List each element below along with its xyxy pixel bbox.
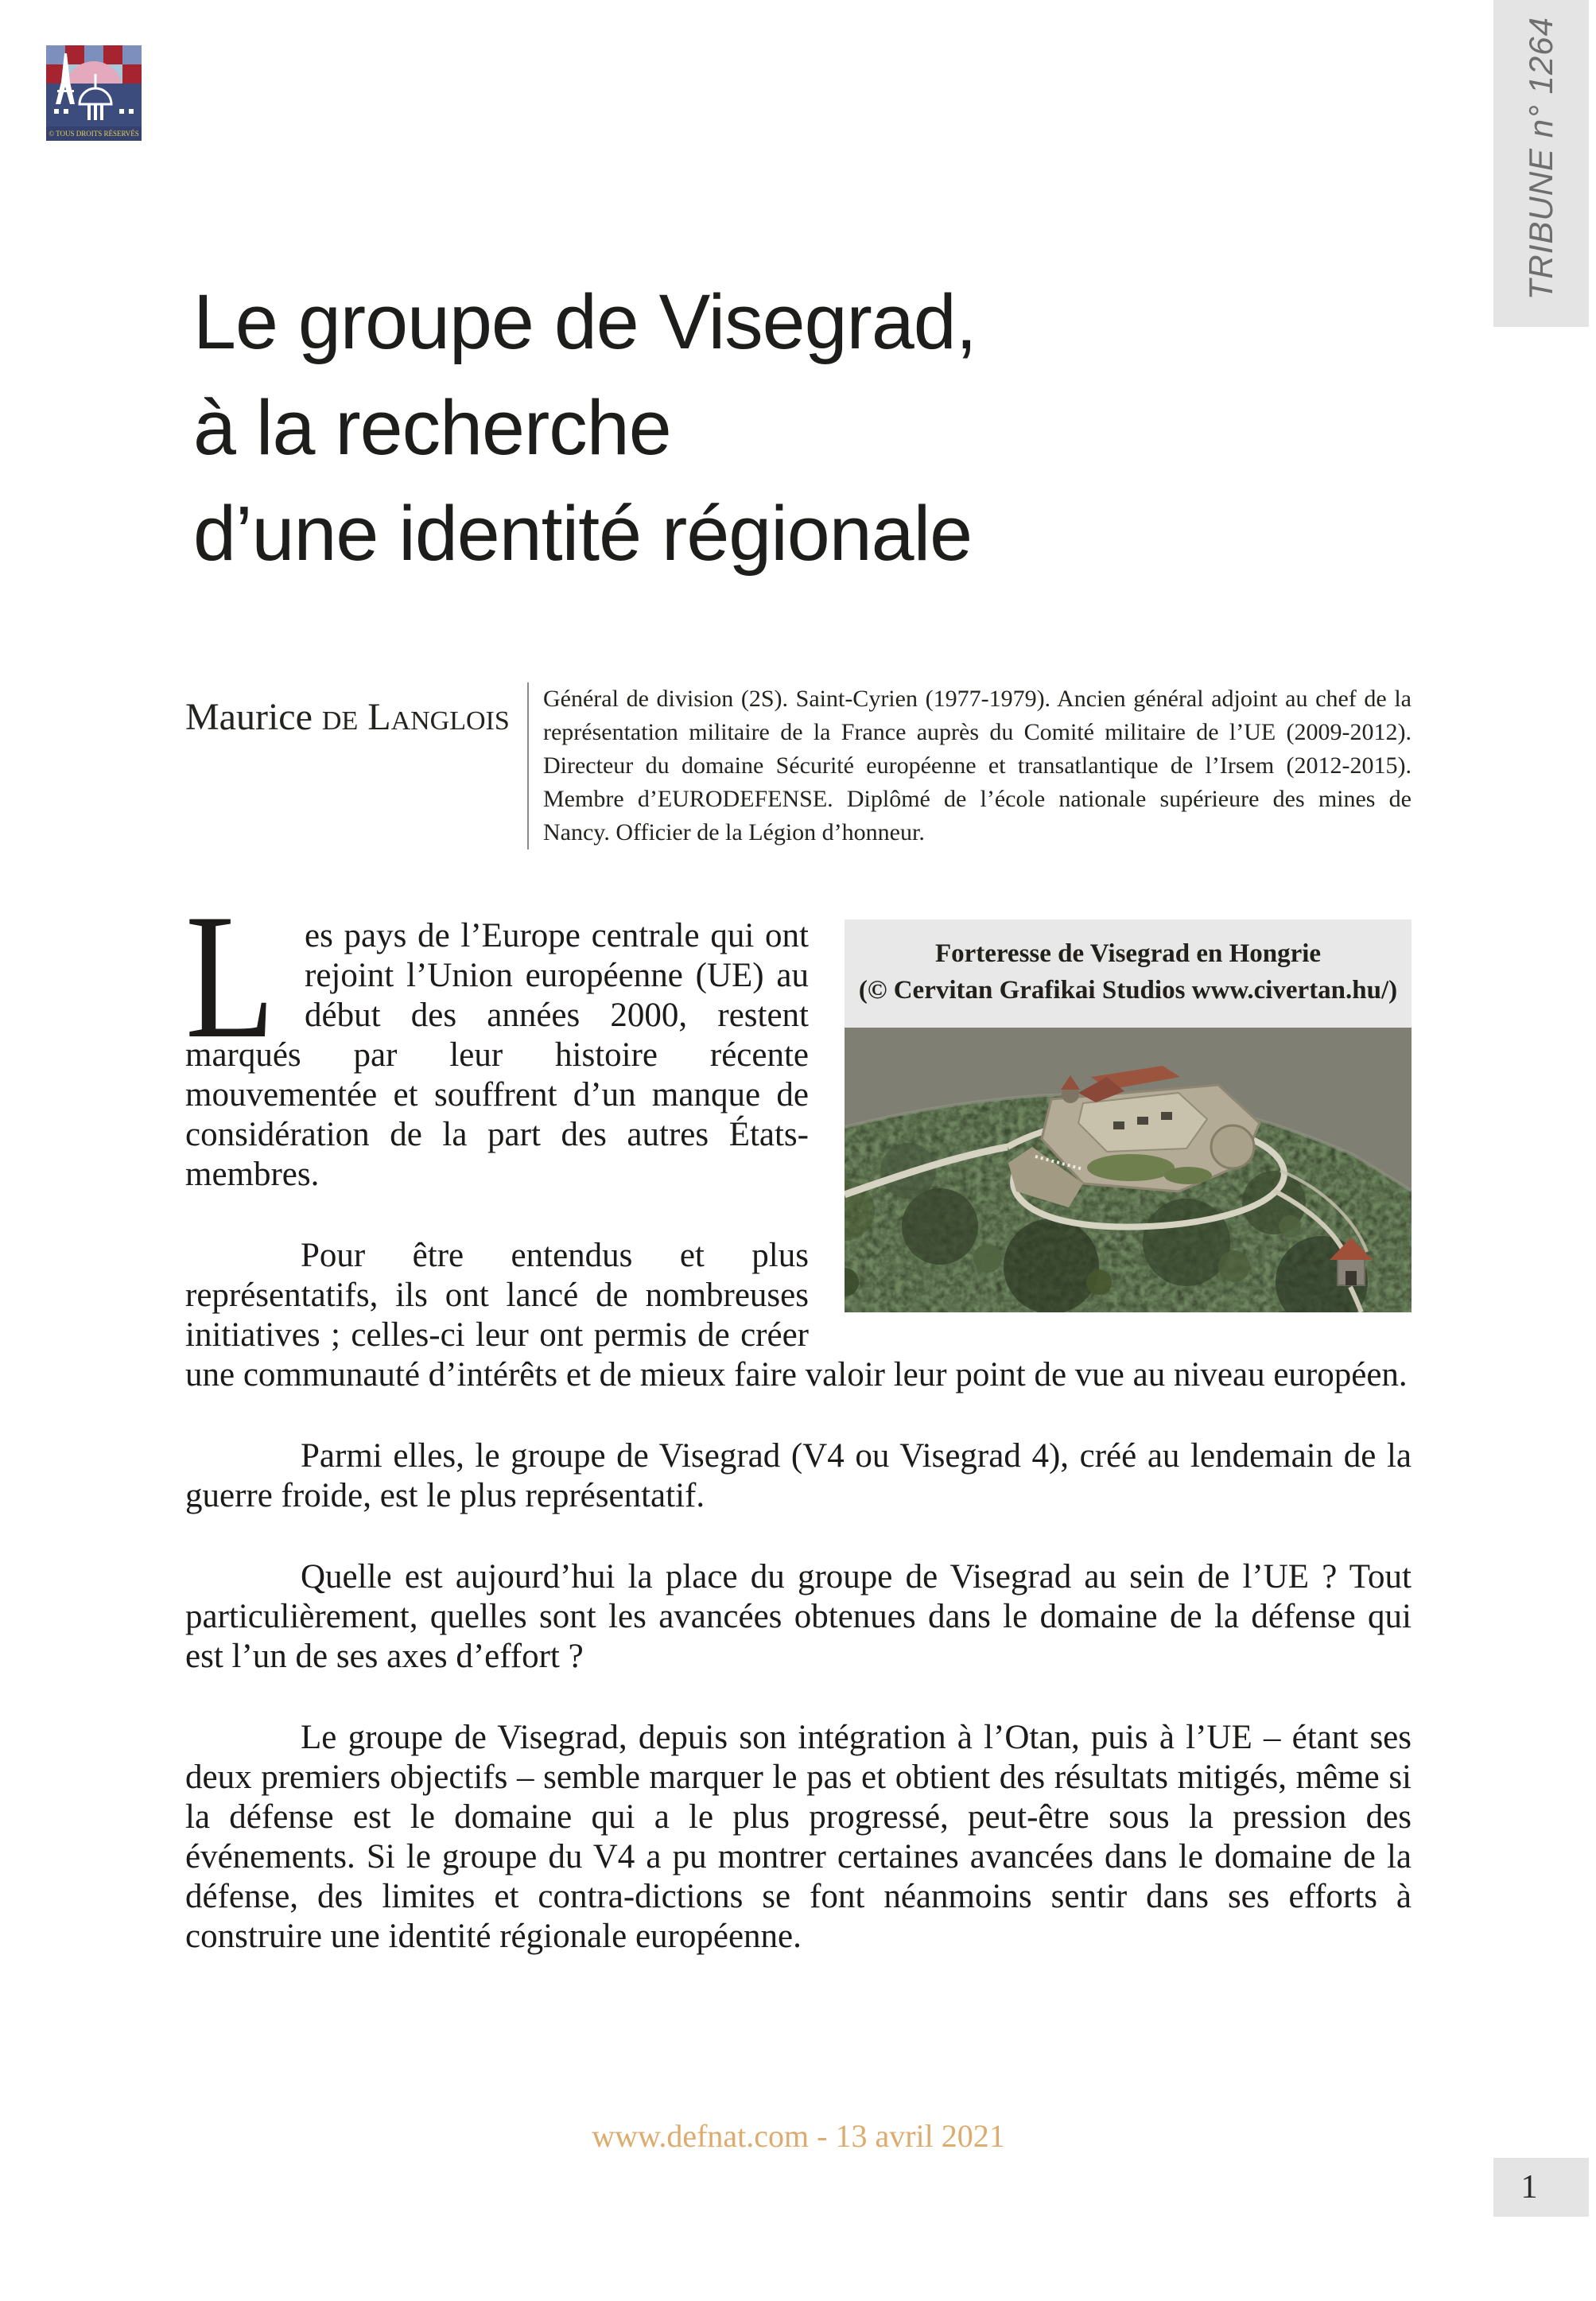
paragraph-5: Le groupe de Visegrad, depuis son intégration à l’Otan, puis à l’UE – étant ses deux premiers objectifs – semble marquer le pas et obtient des résultats mitigés, même si la défense est le domaine qui a le plus progressé, peut-être sous la pression des événements. Si le groupe du V4 a pu montrer certaines avancées dans le domaine de la défense, des limites et contra-dictions se font néanmoins sentir dans ses efforts à construire une identité régionale européenne.	[185, 1719, 1412, 1955]
author-last-name: de Langlois	[321, 696, 510, 738]
author-name	[185, 682, 527, 849]
paragraph-3: Parmi elles, le groupe de Visegrad (V4 ou Visegrad 4), créé au lendemain de la guerre froide, est le plus représentatif.	[185, 1437, 1412, 1514]
page-number: 1	[1520, 2169, 1538, 2206]
dropcap-letter: L	[185, 876, 275, 1075]
fortress-photo-illustration	[845, 1028, 1412, 1312]
article-title-line: d’une identité régionale	[193, 490, 973, 577]
author-first-name: Maurice	[185, 696, 313, 738]
defnat-link[interactable]: www.defnat.com	[592, 2118, 810, 2154]
figure-caption-line1: Forteresse de Visegrad en Hongrie	[934, 939, 1322, 968]
logo-copyright-text: © TOUS DROITS RÉSERVÉS	[49, 130, 139, 138]
author-block	[185, 682, 1412, 849]
article-title	[193, 269, 977, 586]
revue-defense-nationale-logo	[46, 45, 142, 141]
article-title-line: à la recherche	[193, 384, 671, 471]
footer-date: - 13 avril 2021	[809, 2118, 1005, 2154]
paragraph-4: Quelle est aujourd’hui la place du groupe de Visegrad au sein de l’UE ? Tout particulièrement, quelles sont les avancées obtenues dans le domaine de la défense qui est l’un de ses axes d’effort ?	[185, 1558, 1412, 1675]
author-bio: Général de division (2S). Saint-Cyrien (1977-1979). Ancien général adjoint au chef de la représentation militaire de la France auprès du Comité militaire de l’UE (2009-2012). Directeur du domaine Sécurité européenne et transatlantique de l’Irsem (2012-2015). Membre d’EURODEFENSE. Diplômé de l’école nationale supérieure des mines de Nancy. Officier de la Légion d’honneur.	[543, 686, 1412, 845]
tribune-issue-band	[1493, 0, 1589, 327]
author-divider-rule	[527, 682, 529, 849]
tribune-issue-label: TRIBUNE n° 1264	[1522, 16, 1559, 300]
figure-caption-line2: (© Cervitan Grafikai Studios www.civertan.hu/)	[858, 976, 1398, 1005]
fortress-figure	[845, 919, 1412, 1312]
paragraph-2: Pour être entendus et plus représentatifs, ils ont lancé de nombreuses initiatives ; celles-ci leur ont permis de créer une communauté d’intérêts et de mieux faire valoir leur point de vue au niveau européen.	[185, 1237, 1408, 1393]
figure-caption	[845, 919, 1412, 1028]
paragraph-1-text: es pays de l’Europe centrale qui ont rejoint l’Union européenne (UE) au début des années 2000, restent marqués par leur histoire récente mouvementée et souffrent d’un manque de considération de la part des autres États-membres.	[185, 917, 809, 1193]
page-number-box	[1493, 2158, 1589, 2217]
page-footer	[185, 2117, 1412, 2155]
rdn-logo-icon	[46, 45, 142, 141]
article-body	[185, 876, 1412, 1998]
article-title-line: Le groupe de Visegrad,	[193, 278, 977, 365]
